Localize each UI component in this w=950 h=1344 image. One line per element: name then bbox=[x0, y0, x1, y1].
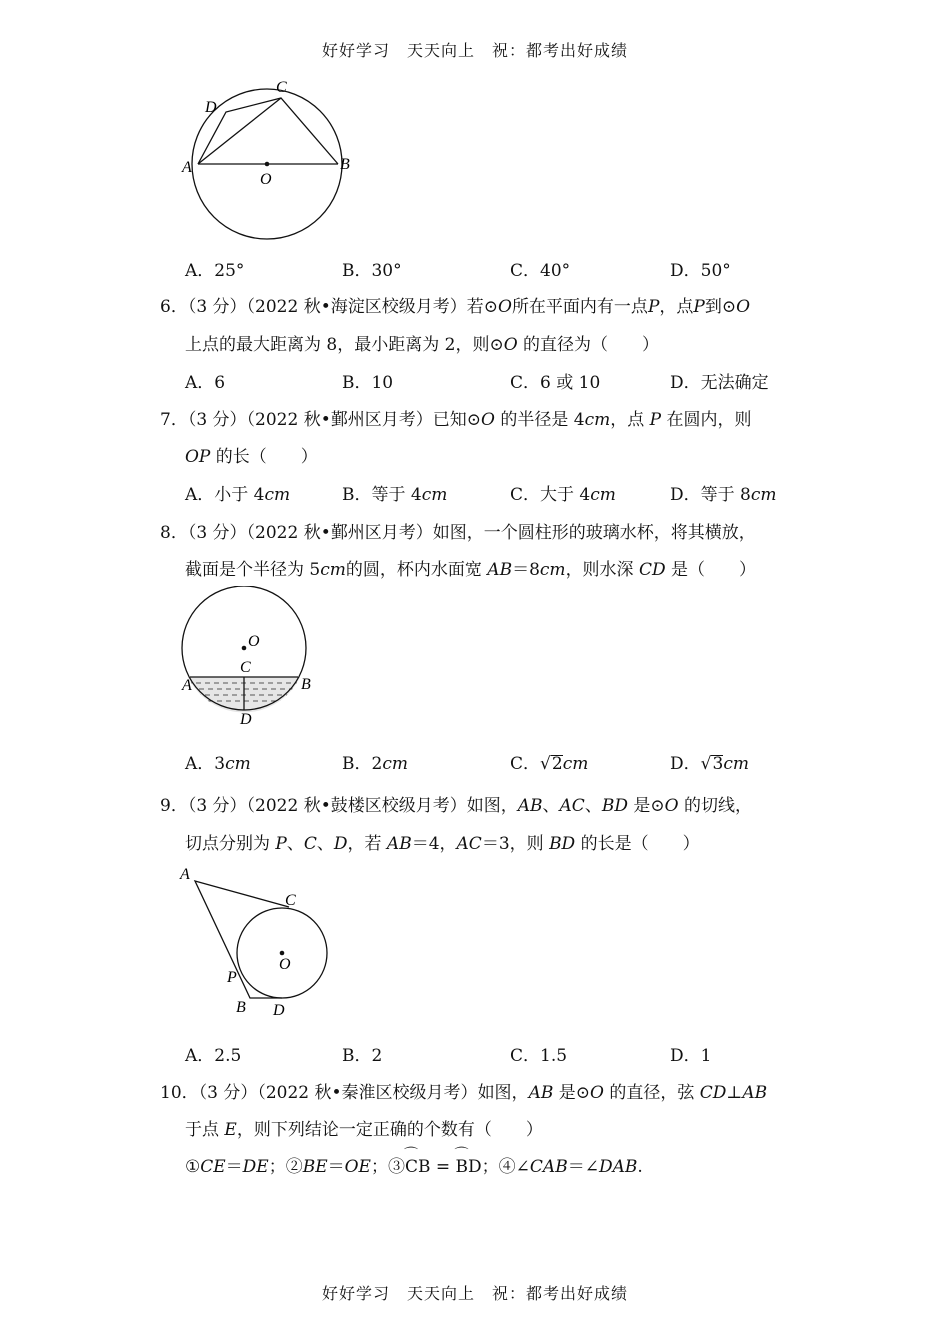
label-a: A bbox=[182, 677, 192, 694]
q10-line2: 于点 E，则下列结论一定正确的个数有（ ） bbox=[185, 1120, 543, 1140]
label-c: C bbox=[240, 659, 251, 676]
q9-option-b: B．2 bbox=[342, 1046, 383, 1066]
q6-option-a: A．6 bbox=[185, 373, 226, 393]
page-header: 好好学习 天天向上 祝：都考出好成绩 bbox=[321, 41, 628, 60]
label-c: C bbox=[276, 79, 287, 96]
tangent-lines bbox=[195, 881, 289, 998]
label-b: B bbox=[301, 676, 311, 693]
q8-line1: 8．（3 分）（2022 秋•鄞州区月考）如图，一个圆柱形的玻璃水杯，将其横放， bbox=[160, 523, 756, 543]
label-c: C bbox=[285, 892, 296, 909]
q6-line1: 6．（3 分）（2022 秋•海淀区校级月考）若⊙O所在平面内有一点P，点P到⊙O bbox=[160, 297, 751, 317]
q6-option-d: D．无法确定 bbox=[670, 373, 769, 393]
q8-option-d: D．√3cm bbox=[670, 754, 749, 774]
center-dot bbox=[265, 162, 270, 167]
q7-option-b: B．等于 4cm bbox=[342, 485, 448, 505]
q8-line2: 截面是个半径为 5cm的圆，杯内水面宽 AB＝8cm，则水深 CD 是（ ） bbox=[185, 560, 757, 580]
label-d: D bbox=[273, 1002, 285, 1019]
q8-option-c: C．√2cm bbox=[510, 754, 589, 774]
q7-option-c: C．大于 4cm bbox=[510, 485, 616, 505]
label-o: O bbox=[260, 171, 272, 188]
q10-line1: 10．（3 分）（2022 秋•秦淮区校级月考）如图，AB 是⊙O 的直径，弦 CD⊥AB bbox=[160, 1083, 768, 1103]
label-p: P bbox=[227, 969, 237, 986]
q8-option-a: A．3cm bbox=[185, 754, 251, 774]
q9-option-a: A．2.5 bbox=[185, 1046, 242, 1066]
q8-option-b: B．2cm bbox=[342, 754, 408, 774]
q5-option-d: D．50° bbox=[670, 261, 731, 281]
center-dot bbox=[242, 646, 247, 651]
q10-line3: ①CE＝DE；②BE＝OE；③⌒ CB = ⌒ BD；④∠CAB＝∠DAB. bbox=[185, 1152, 643, 1177]
label-b: B bbox=[340, 156, 350, 173]
q7-option-a: A．小于 4cm bbox=[185, 485, 291, 505]
q9-line1: 9．（3 分）（2022 秋•鼓楼区校级月考）如图，AB、AC、BD 是⊙O 的切线， bbox=[160, 796, 752, 816]
label-a: A bbox=[182, 159, 192, 176]
q6-option-c: C．6 或 10 bbox=[510, 373, 601, 393]
q9-option-d: D．1 bbox=[670, 1046, 712, 1066]
q7-option-d: D．等于 8cm bbox=[670, 485, 777, 505]
label-a: A bbox=[180, 866, 190, 883]
q8-figure bbox=[178, 586, 328, 731]
q6-option-b: B．10 bbox=[342, 373, 394, 393]
label-b: B bbox=[236, 999, 246, 1016]
page-footer: 好好学习 天天向上 祝：都考出好成绩 bbox=[321, 1284, 628, 1303]
q9-line2: 切点分别为 P、C、D，若 AB＝4，AC＝3，则 BD 的长是（ ） bbox=[185, 834, 700, 854]
label-o: O bbox=[248, 633, 260, 650]
q9-option-c: C．1.5 bbox=[510, 1046, 568, 1066]
label-d: D bbox=[205, 99, 217, 116]
q5-option-b: B．30° bbox=[342, 261, 402, 281]
label-d: D bbox=[240, 711, 252, 728]
q5-figure bbox=[178, 74, 368, 244]
q9-figure bbox=[175, 862, 345, 1022]
q7-line2: OP 的长（ ） bbox=[185, 447, 318, 467]
label-o: O bbox=[279, 956, 291, 973]
q5-option-a: A．25° bbox=[185, 261, 245, 281]
center-dot bbox=[280, 951, 285, 956]
q7-line1: 7．（3 分）（2022 秋•鄞州区月考）已知⊙O 的半径是 4cm，点 P 在圆内，则 bbox=[160, 410, 752, 430]
q5-option-c: C．40° bbox=[510, 261, 571, 281]
q6-line2: 上点的最大距离为 8，最小距离为 2，则⊙O 的直径为（ ） bbox=[185, 335, 660, 355]
